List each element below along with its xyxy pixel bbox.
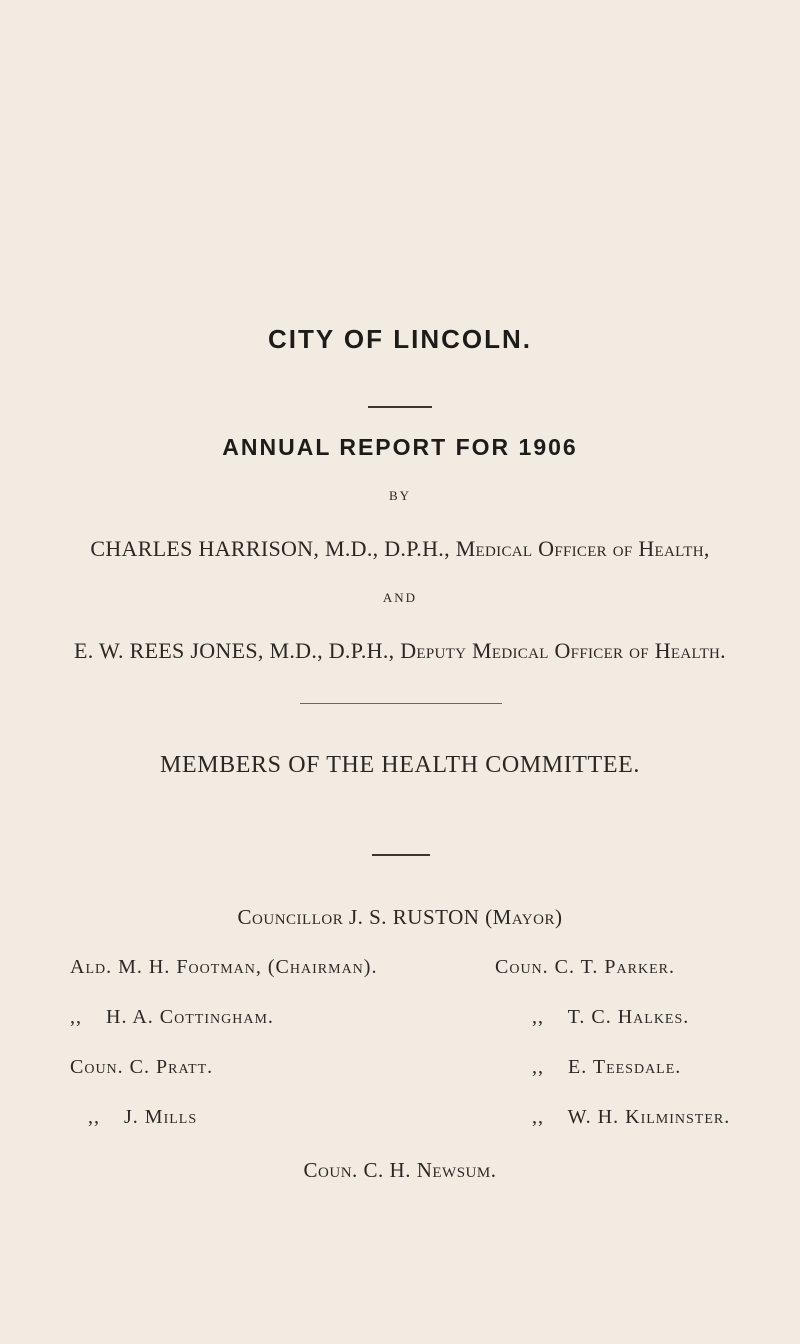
ditto-mark: ,, [532,1106,544,1128]
medical-officer-line: CHARLES HARRISON, M.D., D.P.H., Medical Officer of Health, [90,536,710,561]
member-right-2 [532,1006,689,1029]
member-left-4 [88,1106,197,1129]
title-divider [368,406,432,408]
member-name: W. H. Kilminster. [567,1106,731,1128]
member-name: E. Teesdale. [568,1056,682,1078]
member-right-4 [532,1106,730,1129]
member-prefix: Coun. [70,1056,124,1078]
deputy-officer-line: E. W. REES JONES, M.D., D.P.H., Deputy Medical Officer of Health. [74,638,726,663]
committee-divider [372,854,430,856]
member-right-3 [532,1056,681,1079]
member-left-3 [70,1056,213,1079]
committee-heading: MEMBERS OF THE HEALTH COMMITTEE. [160,752,640,778]
member-prefix: Ald. [70,956,113,978]
by-label: BY [388,488,412,503]
report-subtitle: ANNUAL REPORT FOR 1906 [222,434,578,460]
ditto-mark: ,, [532,1056,544,1078]
member-name: M. H. Footman, (Chairman). [118,956,378,978]
member-name: T. C. Halkes. [567,1006,690,1028]
member-right-1 [495,956,675,979]
ditto-mark: ,, [532,1006,544,1028]
member-last: Coun. C. H. Newsum. [303,1158,497,1182]
document-title: CITY OF LINCOLN. [267,324,533,354]
section-divider [300,703,502,704]
member-name: J. Mills [124,1106,198,1128]
member-name: C. Pratt. [129,1056,214,1078]
mayor-line: Councillor J. S. RUSTON (Mayor) [237,905,563,929]
ditto-mark: ,, [70,1006,82,1028]
member-left-2 [70,1006,274,1029]
member-name: C. T. Parker. [554,956,675,978]
member-name: H. A. Cottingham. [106,1006,274,1028]
ditto-mark: ,, [88,1106,100,1128]
member-prefix: Coun. [495,956,549,978]
and-label: AND [382,590,418,605]
member-left-1 [70,956,377,979]
